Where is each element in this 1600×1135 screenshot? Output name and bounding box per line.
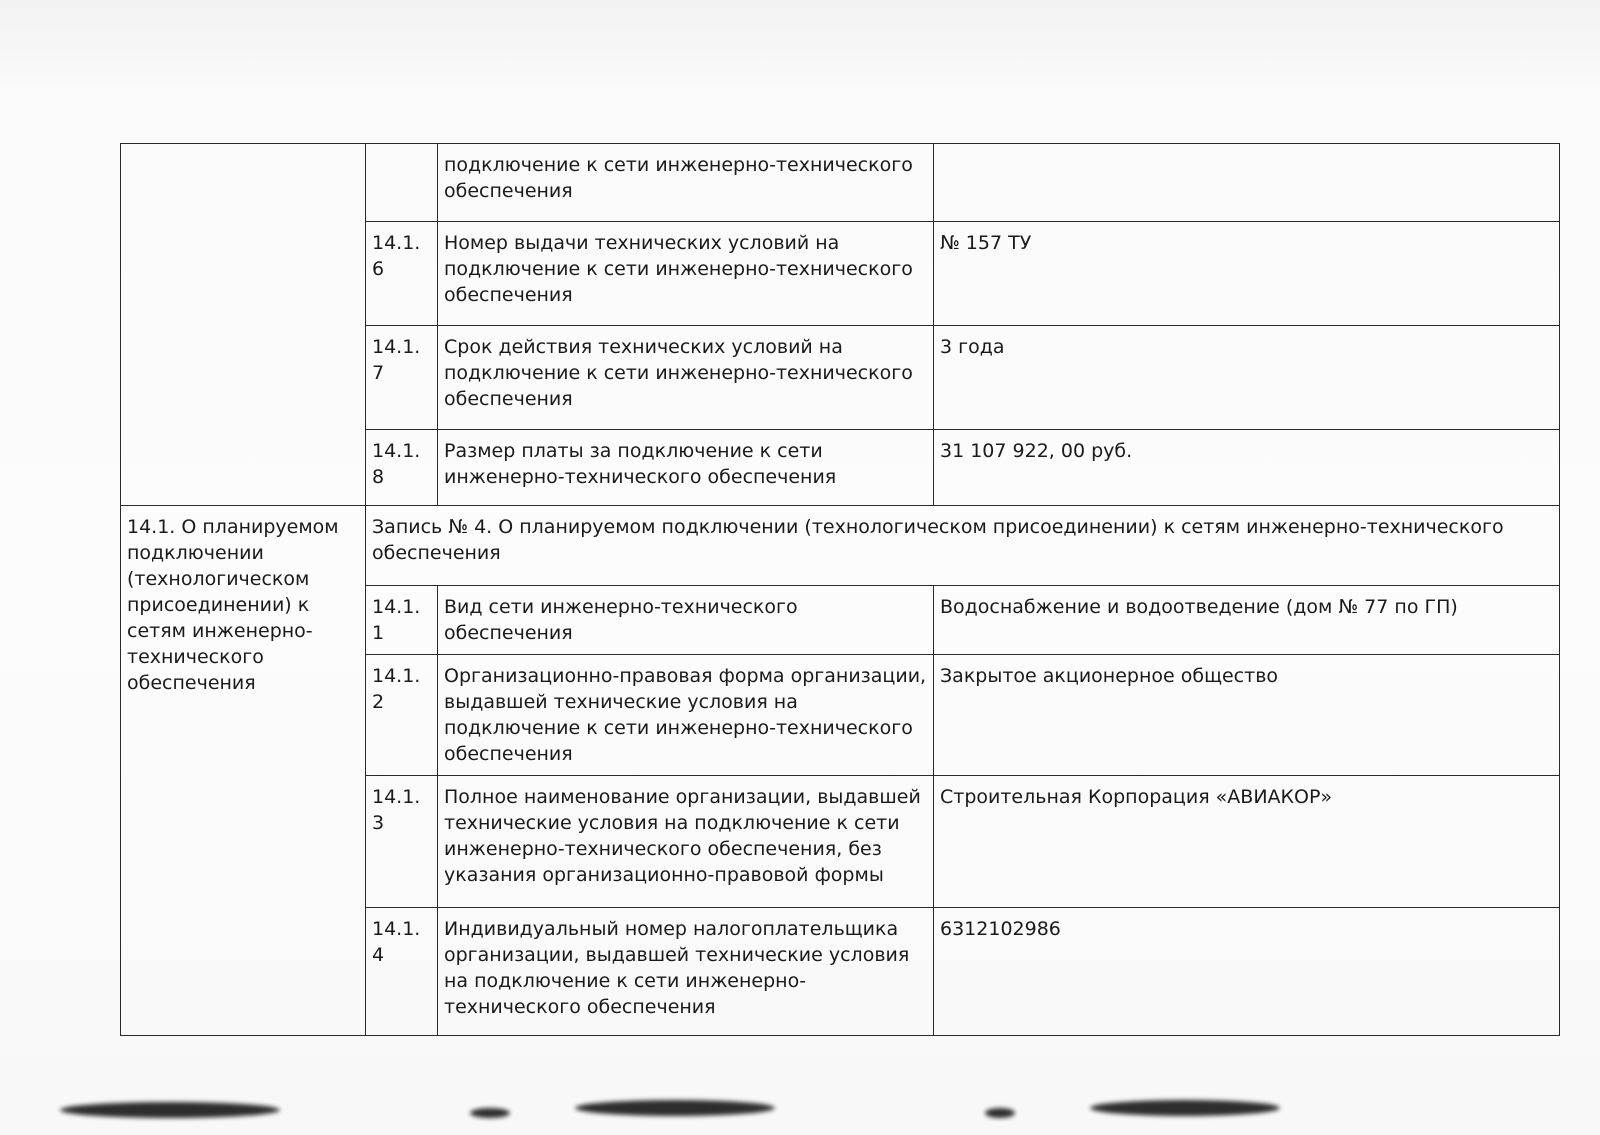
connection-table <box>120 143 1560 1036</box>
scan-artifact <box>985 1108 1015 1118</box>
row-value: Водоснабжение и водоотведение (дом № 77 по ГП) <box>934 586 1560 655</box>
row-label: Вид сети инженерно-технического обеспечения <box>438 586 934 655</box>
row-label: Размер платы за подключение к сети инженерно-технического обеспечения <box>438 430 934 506</box>
scan-artifact <box>60 1102 280 1118</box>
row-number: 14.1.3 <box>366 776 438 908</box>
row-label: Полное наименование организации, выдавшей технические условия на подключение к сети инженерно-технического обеспечения, без указания организационно-правовой формы <box>438 776 934 908</box>
row-label: Индивидуальный номер налогоплательщика организации, выдавшей технические условия на подключение к сети инженерно-технического обеспечения <box>438 908 934 1036</box>
scan-artifact <box>1090 1100 1280 1116</box>
record-header: Запись № 4. О планируемом подключении (технологическом присоединении) к сетям инженерно-технического обеспечения <box>366 506 1560 586</box>
row-value: Закрытое акционерное общество <box>934 655 1560 776</box>
scan-artifact <box>575 1100 775 1116</box>
row-label: Организационно-правовая форма организации, выдавшей технические условия на подключение к сети инженерно-технического обеспечения <box>438 655 934 776</box>
row-number: 14.1.2 <box>366 655 438 776</box>
row-label: подключение к сети инженерно-технического обеспечения <box>438 144 934 222</box>
row-value <box>934 144 1560 222</box>
row-number <box>366 144 438 222</box>
table-row <box>121 144 1560 222</box>
section-cell-empty <box>121 144 366 506</box>
row-number: 14.1.4 <box>366 908 438 1036</box>
row-number: 14.1.7 <box>366 326 438 430</box>
row-value: 6312102986 <box>934 908 1560 1036</box>
row-number: 14.1.8 <box>366 430 438 506</box>
scan-artifact <box>470 1108 510 1118</box>
row-number: 14.1.6 <box>366 222 438 326</box>
row-value: 31 107 922, 00 руб. <box>934 430 1560 506</box>
row-value: Строительная Корпорация «АВИАКОР» <box>934 776 1560 908</box>
row-label: Срок действия технических условий на подключение к сети инженерно-технического обеспечения <box>438 326 934 430</box>
row-number: 14.1.1 <box>366 586 438 655</box>
row-value: 3 года <box>934 326 1560 430</box>
row-value: № 157 ТУ <box>934 222 1560 326</box>
record-header-row <box>121 506 1560 586</box>
section-title: 14.1. О планируемом подключении (технологическом присоединении) к сетям инженерно-технического обеспечения <box>121 506 366 1036</box>
row-label: Номер выдачи технических условий на подключение к сети инженерно-технического обеспечения <box>438 222 934 326</box>
